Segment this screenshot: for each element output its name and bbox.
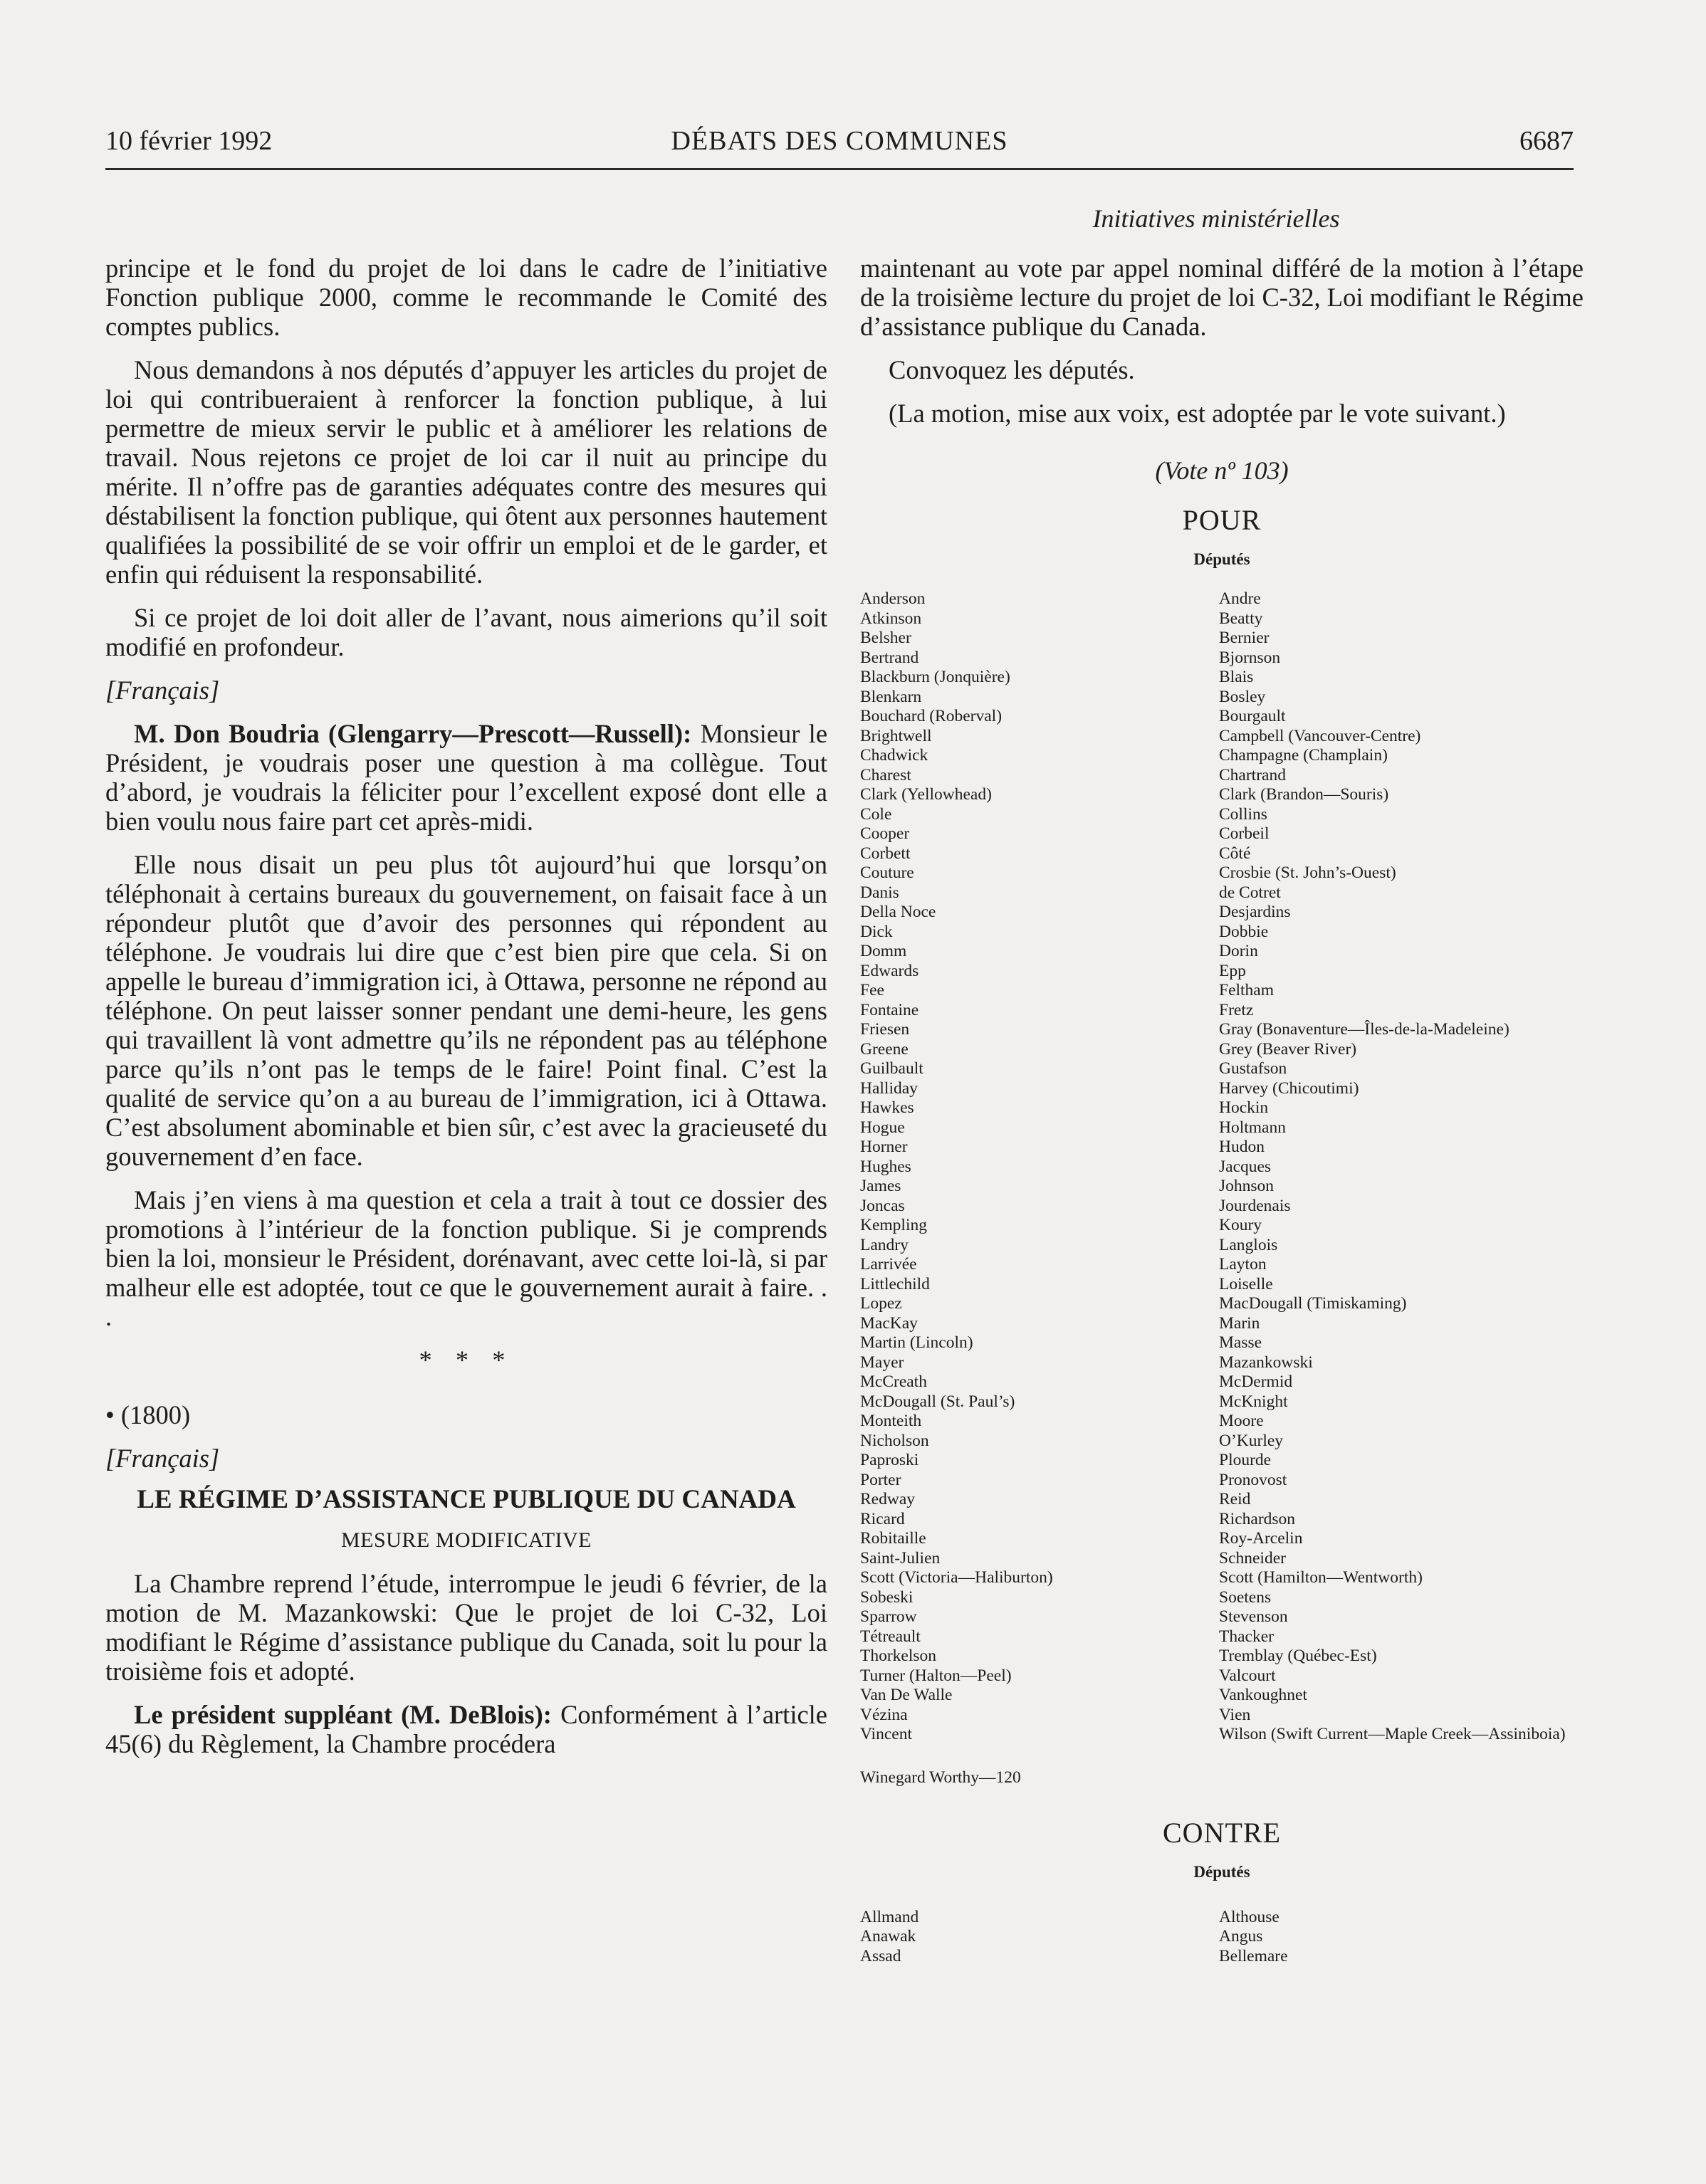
vote-heading-contre: CONTRE: [1163, 1816, 1281, 1849]
page-header: [105, 125, 1574, 170]
member-name: Horner: [860, 1138, 908, 1156]
paragraph: La Chambre reprend l’étude, interrompue le jeudi 6 février, de la motion de M. Mazankowski: Que le projet de loi C-32, Loi modifiant le Régime d’assistance publique du Canada, soit lu pour la troisième fois et adopté.: [105, 1569, 827, 1686]
section-subheading: MESURE MODIFICATIVE: [340, 1528, 592, 1552]
member-name: Chartrand: [1219, 765, 1286, 784]
member-name: Corbeil: [1219, 824, 1270, 843]
member-name: Thorkelson: [860, 1647, 937, 1665]
member-name: Champagne (Champlain): [1219, 746, 1388, 765]
member-name: Saint-Julien: [860, 1548, 941, 1568]
member-name: Hudon: [1219, 1138, 1265, 1156]
member-name: Clark (Brandon—Souris): [1219, 785, 1389, 804]
member-name: Landry: [860, 1235, 909, 1254]
paragraph: Si ce projet de loi doit aller de l’avant, nous aimerions qu’il soit modifié en profondeur.: [105, 603, 827, 661]
member-name: MacKay: [860, 1313, 918, 1333]
member-name: O’Kurley: [1219, 1431, 1284, 1450]
member-name: Collins: [1219, 804, 1267, 824]
member-name: Redway: [860, 1490, 916, 1508]
member-name: Scott (Victoria—Haliburton): [860, 1568, 1053, 1587]
paragraph: [105, 1700, 827, 1758]
section-label: Initiatives ministérielles: [1092, 204, 1340, 233]
member-name: Reid: [1219, 1490, 1251, 1508]
contre-names: [860, 1908, 1584, 1967]
member-name: Martin (Lincoln): [860, 1333, 973, 1352]
member-name: Roy-Arcelin: [1219, 1529, 1303, 1548]
speaker-name: Le président suppléant (M. DeBlois):: [134, 1700, 552, 1729]
member-name: Harvey (Chicoutimi): [1219, 1078, 1359, 1098]
member-name: Bellemare: [1219, 1946, 1288, 1965]
member-name: Layton: [1219, 1255, 1267, 1274]
member-name: Cooper: [860, 824, 910, 843]
member-name: Corbett: [860, 844, 911, 863]
member-name: de Cotret: [1219, 883, 1281, 902]
pour-names-right: [1219, 589, 1578, 1745]
member-name: Bosley: [1219, 687, 1266, 706]
member-name: Cole: [860, 804, 892, 824]
member-name: Blackburn (Jonquière): [860, 668, 1010, 686]
member-name: Feltham: [1219, 981, 1275, 999]
member-name: Ricard: [860, 1509, 905, 1528]
member-name: Hawkes: [860, 1098, 914, 1117]
member-name: Turner (Halton—Peel): [860, 1666, 1012, 1685]
member-name: Assad: [860, 1946, 901, 1965]
member-name: McDermid: [1219, 1372, 1293, 1391]
member-name: Guilbault: [860, 1059, 923, 1078]
member-name: McKnight: [1219, 1392, 1288, 1411]
member-name: Gray (Bonaventure—Îles-de-la-Madeleine): [1219, 1020, 1509, 1039]
member-name: Loiselle: [1219, 1274, 1273, 1293]
vote-total: Winegard Worthy—120: [860, 1768, 1021, 1787]
member-name: Wilson (Swift Current—Maple Creek—Assiniboia): [1219, 1725, 1566, 1743]
member-name: Paproski: [860, 1451, 919, 1469]
member-name: Greene: [860, 1039, 909, 1059]
member-name: Edwards: [860, 961, 919, 980]
member-name: Desjardins: [1219, 903, 1291, 921]
member-name: Vien: [1219, 1705, 1251, 1724]
member-name: Grey (Beaver River): [1219, 1039, 1357, 1059]
member-name: Scott (Hamilton—Wentworth): [1219, 1568, 1423, 1587]
member-name: Sparrow: [860, 1607, 917, 1626]
member-name: Lopez: [860, 1294, 902, 1313]
member-name: MacDougall (Timiskaming): [1219, 1294, 1407, 1313]
section-heading: LE RÉGIME D’ASSISTANCE PUBLIQUE DU CANADA: [137, 1485, 796, 1514]
member-name: Dobbie: [1219, 922, 1269, 941]
member-name: Jacques: [1219, 1157, 1272, 1176]
member-name: Bourgault: [1219, 707, 1286, 725]
member-name: Richardson: [1219, 1509, 1296, 1528]
member-name: Moore: [1219, 1412, 1264, 1430]
paragraph: (La motion, mise aux voix, est adoptée par le vote suivant.): [889, 399, 1506, 428]
member-name: Kempling: [860, 1216, 927, 1234]
member-name: Blais: [1219, 668, 1254, 686]
member-name: Koury: [1219, 1216, 1262, 1234]
member-name: Danis: [860, 883, 899, 902]
member-name: Anawak: [860, 1927, 916, 1946]
member-name: Friesen: [860, 1020, 910, 1039]
paragraph: Elle nous disait un peu plus tôt aujourd’hui que lorsqu’on téléphonait à certains bureaux du gouvernement, on faisait face à un répondeur plutôt que d’avoir des personnes qui répondent au téléphone. Je voudrais lui dire que c’est bien pire que cela. Si on appelle le bureau d’immigration ici, à Ottawa, personne ne répond au téléphone. On peut laisser sonner pendant une demi-heure, les gens qui travaillent là vont admettre qu’ils ne répondent pas au téléphone parce qu’ils n’ont pas le temps de le faire! Point final. C’est la qualité de service qu’on a au bureau de l’immigration, ici à Ottawa. C’est absolument abominable et bien sûr, c’est avec la gracieuseté du gouvernement d’en face.: [105, 850, 827, 1171]
member-name: Vincent: [860, 1725, 912, 1743]
member-name: Althouse: [1219, 1907, 1280, 1926]
member-name: Fretz: [1219, 1000, 1254, 1019]
member-name: Bernier: [1219, 629, 1270, 647]
paragraph: Nous demandons à nos députés d’appuyer les articles du projet de loi qui contribueraient à renforcer la fonction publique, à lui permettre de mieux servir le public et à améliorer les relations de travail. Nous rejetons ce projet de loi car il nuit au principe du mérite. Il n’offre pas de garanties adéquates contre des mesures qui déstabilisent la fonction publique, qui ôtent aux personnes hautement qualifiées la possibilité de se voir offrir un emploi et de le garder, et enfin qui réduisent la responsabilité.: [105, 355, 827, 589]
paragraph: [105, 719, 827, 836]
member-name: Schneider: [1219, 1548, 1286, 1568]
member-name: Tremblay (Québec-Est): [1219, 1647, 1377, 1665]
member-name: McDougall (St. Paul’s): [860, 1392, 1015, 1411]
member-name: Bertrand: [860, 648, 919, 667]
member-name: Blenkarn: [860, 687, 922, 706]
paragraph: principe et le fond du projet de loi dans le cadre de l’initiative Fonction publique 2000, comme le recommande le Comité des comptes publics.: [105, 253, 827, 341]
member-name: Halliday: [860, 1078, 918, 1098]
speech-text: Conformément à l’article 45(6) du Règlement, la Chambre procédera: [105, 1700, 828, 1758]
time-marker: • (1800): [105, 1400, 191, 1429]
member-name: Joncas: [860, 1196, 905, 1215]
member-name: Vankoughnet: [1219, 1686, 1308, 1704]
member-name: Dorin: [1219, 942, 1258, 960]
member-name: Masse: [1219, 1333, 1262, 1352]
member-name: Holtmann: [1219, 1118, 1286, 1137]
member-name: Monteith: [860, 1412, 922, 1430]
member-name: Anderson: [860, 589, 926, 608]
member-name: Jourdenais: [1219, 1196, 1291, 1215]
member-name: Charest: [860, 765, 911, 784]
left-column: [105, 253, 827, 1758]
member-name: Robitaille: [860, 1529, 926, 1548]
member-name: Andre: [1219, 589, 1261, 608]
member-name: Plourde: [1219, 1451, 1272, 1469]
member-name: Soetens: [1219, 1587, 1272, 1607]
contre-names-left: [860, 1908, 1219, 1967]
paragraph: Mais j’en viens à ma question et cela a trait à tout ce dossier des promotions à l’intérieur de la fonction publique. Si je comprends bien la loi, monsieur le Président, dorénavant, avec cette loi-là, si par malheur elle est adoptée, tout ce que le gouvernement aurait à faire. . .: [105, 1185, 827, 1331]
member-name: Porter: [860, 1470, 901, 1489]
section-separator: * * *: [419, 1345, 514, 1375]
member-name: Fee: [860, 981, 884, 999]
member-name: Allmand: [860, 1907, 919, 1926]
member-name: McCreath: [860, 1372, 927, 1391]
pour-names: [860, 589, 1584, 1745]
member-name: Atkinson: [860, 609, 922, 628]
member-name: Gustafson: [1219, 1059, 1287, 1078]
member-name: Langlois: [1219, 1235, 1278, 1254]
vote-heading-pour: POUR: [1182, 504, 1262, 536]
member-name: Hogue: [860, 1118, 905, 1137]
member-name: Dick: [860, 922, 893, 941]
vote-subheading: Députés: [1193, 550, 1250, 568]
paragraph: Convoquez les députés.: [889, 355, 1135, 384]
member-name: Johnson: [1219, 1177, 1275, 1195]
member-name: Côté: [1219, 844, 1251, 863]
member-name: Crosbie (St. John’s-Ouest): [1219, 863, 1396, 882]
member-name: Hughes: [860, 1157, 911, 1176]
vote-subheading: Députés: [1193, 1862, 1250, 1881]
member-name: Vézina: [860, 1705, 908, 1724]
member-name: Epp: [1219, 961, 1246, 980]
member-name: Nicholson: [860, 1431, 929, 1450]
language-tag: [Français]: [105, 676, 220, 705]
member-name: Couture: [860, 863, 914, 882]
member-name: Larrivée: [860, 1255, 917, 1274]
member-name: Stevenson: [1219, 1607, 1288, 1626]
speaker-name: M. Don Boudria (Glengarry—Prescott—Russell):: [134, 719, 692, 748]
member-name: Chadwick: [860, 746, 928, 765]
member-name: Brightwell: [860, 726, 932, 745]
member-name: Beatty: [1219, 609, 1263, 628]
paragraph: maintenant au vote par appel nominal différé de la motion à l’étape de la troisième lecture du projet de loi C-32, Loi modifiant le Régime d’assistance publique du Canada.: [860, 253, 1584, 341]
member-name: Thacker: [1219, 1627, 1274, 1646]
member-name: Bjornson: [1219, 648, 1281, 667]
member-name: Mazankowski: [1219, 1353, 1313, 1372]
member-name: Van De Walle: [860, 1686, 953, 1704]
member-name: Campbell (Vancouver-Centre): [1219, 726, 1421, 745]
vote-number: (Vote nº 103): [1155, 456, 1289, 485]
language-tag: [Français]: [105, 1444, 220, 1473]
member-name: Marin: [1219, 1313, 1260, 1333]
member-name: Littlechild: [860, 1274, 930, 1293]
member-name: Domm: [860, 942, 907, 960]
member-name: James: [860, 1177, 901, 1195]
speech-text: Monsieur le Président, je voudrais poser une question à ma collègue. Tout d’abord, je voudrais la féliciter pour l’excellent exposé dont elle a bien voulu nous faire part cet après-midi.: [105, 719, 828, 836]
header-date: 10 février 1992: [105, 126, 273, 156]
member-name: Fontaine: [860, 1000, 919, 1019]
right-column: [860, 253, 1584, 1966]
member-name: Belsher: [860, 629, 911, 647]
header-title: DÉBATS DES COMMUNES: [671, 126, 1008, 156]
member-name: Valcourt: [1219, 1666, 1276, 1685]
member-name: Sobeski: [860, 1587, 914, 1607]
member-name: Angus: [1219, 1927, 1263, 1946]
member-name: Mayer: [860, 1353, 904, 1372]
member-name: Clark (Yellowhead): [860, 785, 992, 804]
member-name: Bouchard (Roberval): [860, 707, 1003, 725]
header-page-number: 6687: [1519, 126, 1574, 156]
member-name: Pronovost: [1219, 1470, 1287, 1489]
member-name: Tétreault: [860, 1627, 921, 1646]
member-name: Hockin: [1219, 1098, 1269, 1117]
member-name: Della Noce: [860, 903, 936, 921]
contre-names-right: [1219, 1908, 1578, 1967]
pour-names-left: [860, 589, 1219, 1745]
